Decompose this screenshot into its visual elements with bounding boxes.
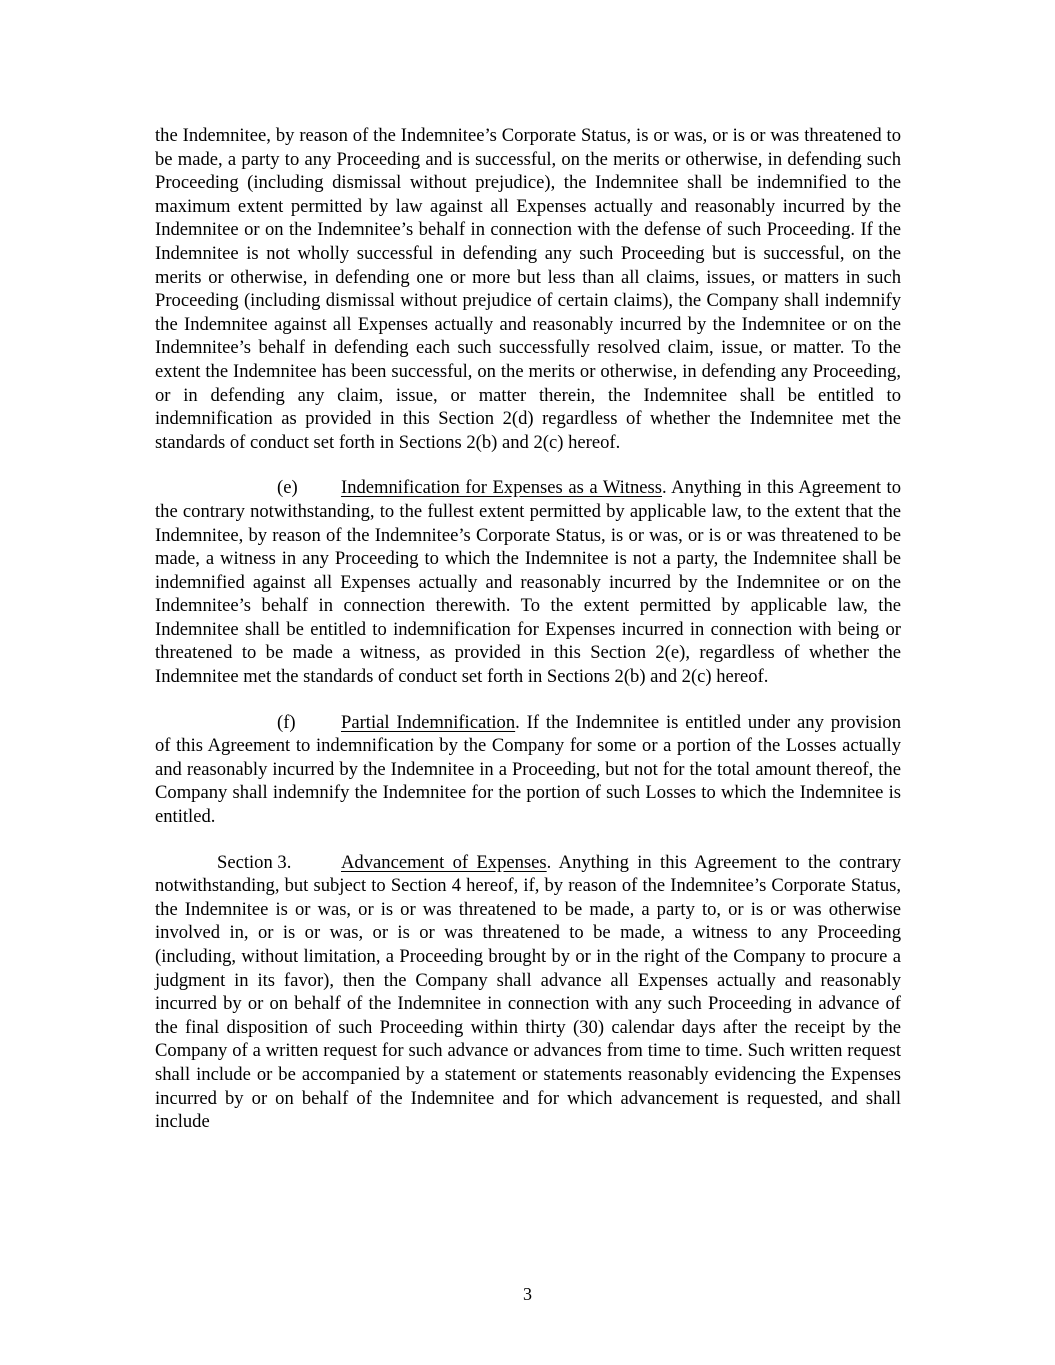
section-heading: Advancement of Expenses: [341, 851, 547, 873]
section-label: Section 3.: [217, 851, 292, 873]
paragraph-heading: Partial Indemnification: [341, 711, 516, 733]
section-text: . Anything in this Agreement to the contrary notwithstanding, but subject to Section 4 hereof, if, by reason of the Indemnitee’s Corporate Status, the Indemnitee is or was, or is or was threatened to be made, a party to, or is or was otherwise involved in, or is or was, or is or was threatened to be made, a witness to any Proceeding (including, without limitation, a Proceeding brought by or in the right of the Company to procure a judgment in its favor), then the Company shall advance all Expenses actually and reasonably incurred by or on behalf of the Indemnitee in connection with any such Proceeding in advance of the final disposition of such Proceeding within thirty (30) calendar days after the receipt by the Company of a written request for such advance or advances from time to time. Such written request shall include or be accompanied by a statement or statements reasonably evidencing the Expenses incurred by or on behalf of the Indemnitee and for which advancement is requested, and shall include: [155, 851, 901, 1133]
document-body: [155, 124, 901, 1156]
paragraph-2f: [155, 711, 901, 829]
paragraph-text: . Anything in this Agreement to the contrary notwithstanding, to the fullest extent permitted by applicable law, to the extent that the Indemnitee, by reason of the Indemnitee’s Corporate Status, is or was, or is or was threatened to be made, a witness in any Proceeding to which the Indemnitee is not a party, the Indemnitee shall be indemnified against all Expenses actually and reasonably incurred by the Indemnitee or on the Indemnitee’s behalf in connection therewith. To the extent permitted by applicable law, the Indemnitee shall be entitled to indemnification for Expenses incurred in connection with being or threatened to be made a witness, as provided in this Section 2(e), regardless of whether the Indemnitee met the standards of conduct set forth in Sections 2(b) and 2(c) hereof.: [155, 477, 901, 688]
section-3: [155, 851, 901, 1134]
paragraph-label: (e): [277, 477, 298, 499]
paragraph-2e: [155, 476, 901, 688]
paragraph-label: (f): [277, 711, 296, 733]
page-number: 3: [523, 1284, 532, 1304]
paragraph-2d-continuation: the Indemnitee, by reason of the Indemnitee’s Corporate Status, is or was, or is or was threatened to be made, a party to any Proceeding and is successful, on the merits or otherwise, in defending such Proceeding (including dismissal without prejudice), the Indemnitee shall be indemnified to the maximum extent permitted by law against all Expenses actually and reasonably incurred by the Indemnitee or on the Indemnitee’s behalf in connection with the defense of such Proceeding. If the Indemnitee is not wholly successful in defending any such Proceeding but is successful, on the merits or otherwise, in defending one or more but less than all claims, issues, or matters in such Proceeding (including dismissal without prejudice of certain claims), the Company shall indemnify the Indemnitee against all Expenses actually and reasonably incurred by the Indemnitee or on the Indemnitee’s behalf in defending each such successfully resolved claim, issue, or matter. To the extent the Indemnitee has been successful, on the merits or otherwise, in defending any Proceeding, or in defending any claim, issue, or matter therein, the Indemnitee shall be entitled to indemnification as provided in this Section 2(d) regardless of whether the Indemnitee met the standards of conduct set forth in Sections 2(b) and 2(c) hereof.: [155, 125, 901, 453]
paragraph-heading: Indemnification for Expenses as a Witness: [341, 477, 662, 499]
paragraph-text: . If the Indemnitee is entitled under any provision of this Agreement to indemnification by the Company for some or a portion of the Losses actually and reasonably incurred by the Indemnitee in a Proceeding, but not for the total amount thereof, the Company shall indemnify the Indemnitee for the portion of such Losses to which the Indemnitee is entitled.: [155, 711, 901, 828]
